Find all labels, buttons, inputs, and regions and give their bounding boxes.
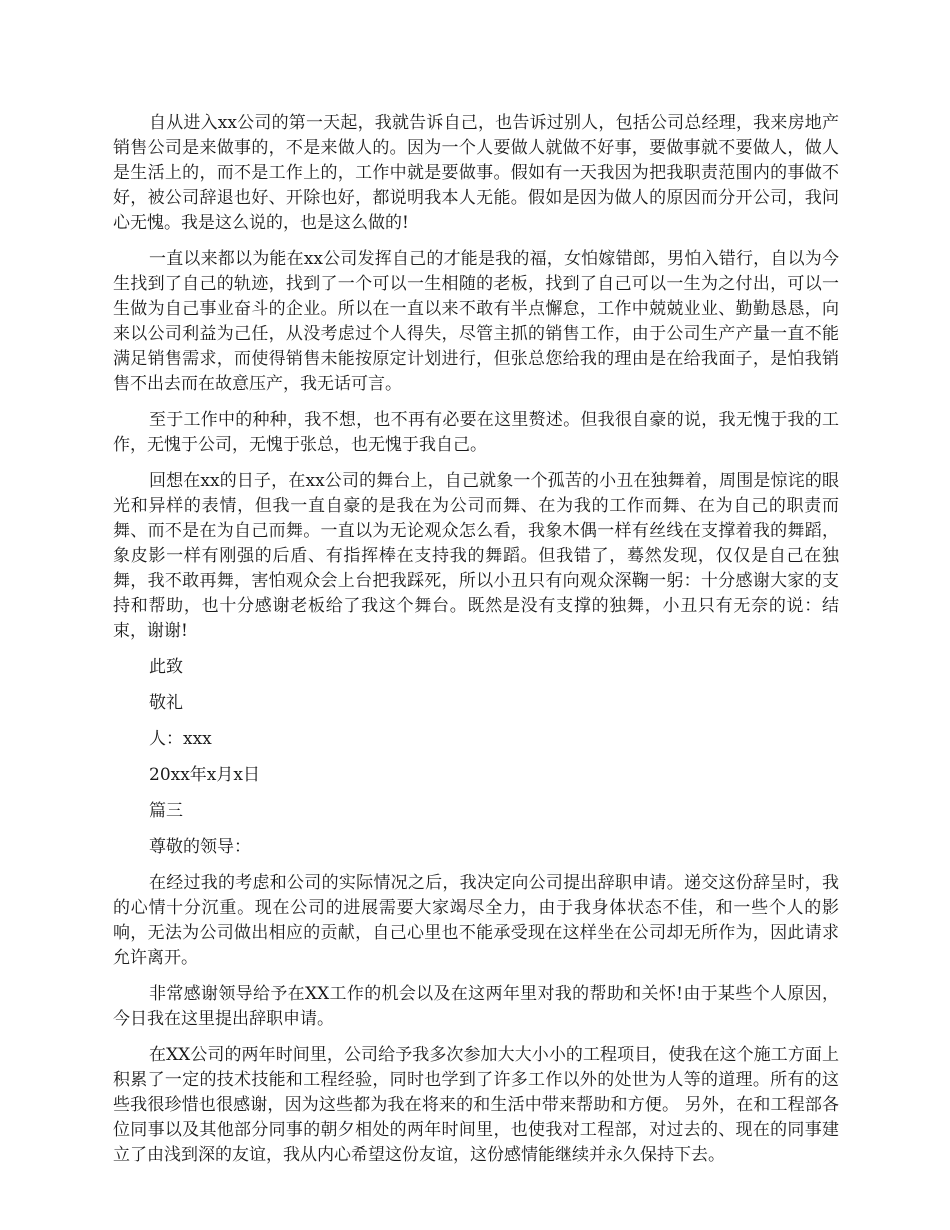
paragraph: 自从进入xx公司的第一天起，我就告诉自己，也告诉过别人，包括公司总经理，我来房地产销售公司是来做事的，不是来做人的。因为一个人要做人就做不好事，要做事就不要做人，做人是生活上的，而不是工作上的，工作中就是要做事。假如有一天我因为把我职责范围内的事做不好，被公司辞退也好、开除也好，都说明我本人无能。假如是因为做人的原因而分开公司，我问心无愧。我是这么说的，也是这么做的! [113,113,839,233]
date-line: 20xx年x月x日 [149,765,260,785]
salutation: 尊敬的领导： [149,837,251,857]
section-heading: 篇三 [149,801,183,821]
paragraph: 至于工作中的种种，我不想，也不再有必要在这里赘述。但我很自豪的说，我无愧于我的工作，无愧于公司，无愧于张总，也无愧于我自己。 [113,410,839,455]
paragraph: 非常感谢领导给予在XX工作的机会以及在这两年里对我的帮助和关怀!由于某些个人原因，今日我在这里提出辞职申请。 [113,984,839,1029]
paragraph: 一直以来都以为能在xx公司发挥自己的才能是我的福，女怕嫁错郎，男怕入错行，自以为今生找到了自己的轨迹，找到了一个可以一生相随的老板，找到了自己可以一生为之付出，可以一生做为自己事业奋斗的企业。所以在一直以来不敢有半点懈怠，工作中兢兢业业、勤勤恳恳，向来以公司利益为己任，从没考虑过个人得失，尽管主抓的销售工作，由于公司生产产量一直不能满足销售需求，而使得销售未能按原定计划进行，但张总您给我的理由是在给我面子，是怕我销售不出去而在故意压产，我无话可言。 [113,249,839,394]
paragraph: 回想在xx的日子，在xx公司的舞台上，自己就象一个孤苦的小丑在独舞着，周围是惊诧的眼光和异样的表情，但我一直自豪的是我在为公司而舞、在为我的工作而舞、在为自己的职责而舞、而不是在为自己而舞。一直以为无论观众怎么看，我象木偶一样有丝线在支撑着我的舞蹈，象皮影一样有刚强的后盾、有指挥棒在支持我的舞蹈。但我错了，蓦然发现，仅仅是自己在独舞，我不敢再舞，害怕观众会上台把我踩死，所以小丑只有向观众深鞠一躬：十分感谢大家的支持和帮助，也十分感谢老板给了我这个舞台。既然是没有支撑的独舞，小丑只有无奈的说：结束，谢谢! [113,471,839,641]
paragraph: 在经过我的考虑和公司的实际情况之后，我决定向公司提出辞职申请。递交这份辞呈时，我的心情十分沉重。现在公司的进展需要大家竭尽全力，由于我身体状态不佳，和一些个人的影响，无法为公司做出相应的贡献，自己心里也不能承受现在这样坐在公司却无所作为，因此请求允许离开。 [113,873,839,968]
paragraph: 在XX公司的两年时间里，公司给予我多次参加大大小小的工程项目，使我在这个施工方面上积累了一定的技术技能和工程经验，同时也学到了许多工作以外的处世为人等的道理。所有的这些我很珍惜也很感谢，因为这些都为我在将来的和生活中带来帮助和方便。 另外，在和工程部各位同事以及其他部分同事的朝夕相处的两年时间里，也使我对工程部，对过去的、现在的同事建立了由浅到深的友谊，我从内心希望这份友谊，这份感情能继续并永久保持下去。 [113,1045,839,1165]
document-page [113,111,839,1179]
closing-regards: 敬礼 [149,693,183,713]
signer-line: 人：xxx [149,729,212,749]
closing-salute: 此致 [149,657,183,677]
